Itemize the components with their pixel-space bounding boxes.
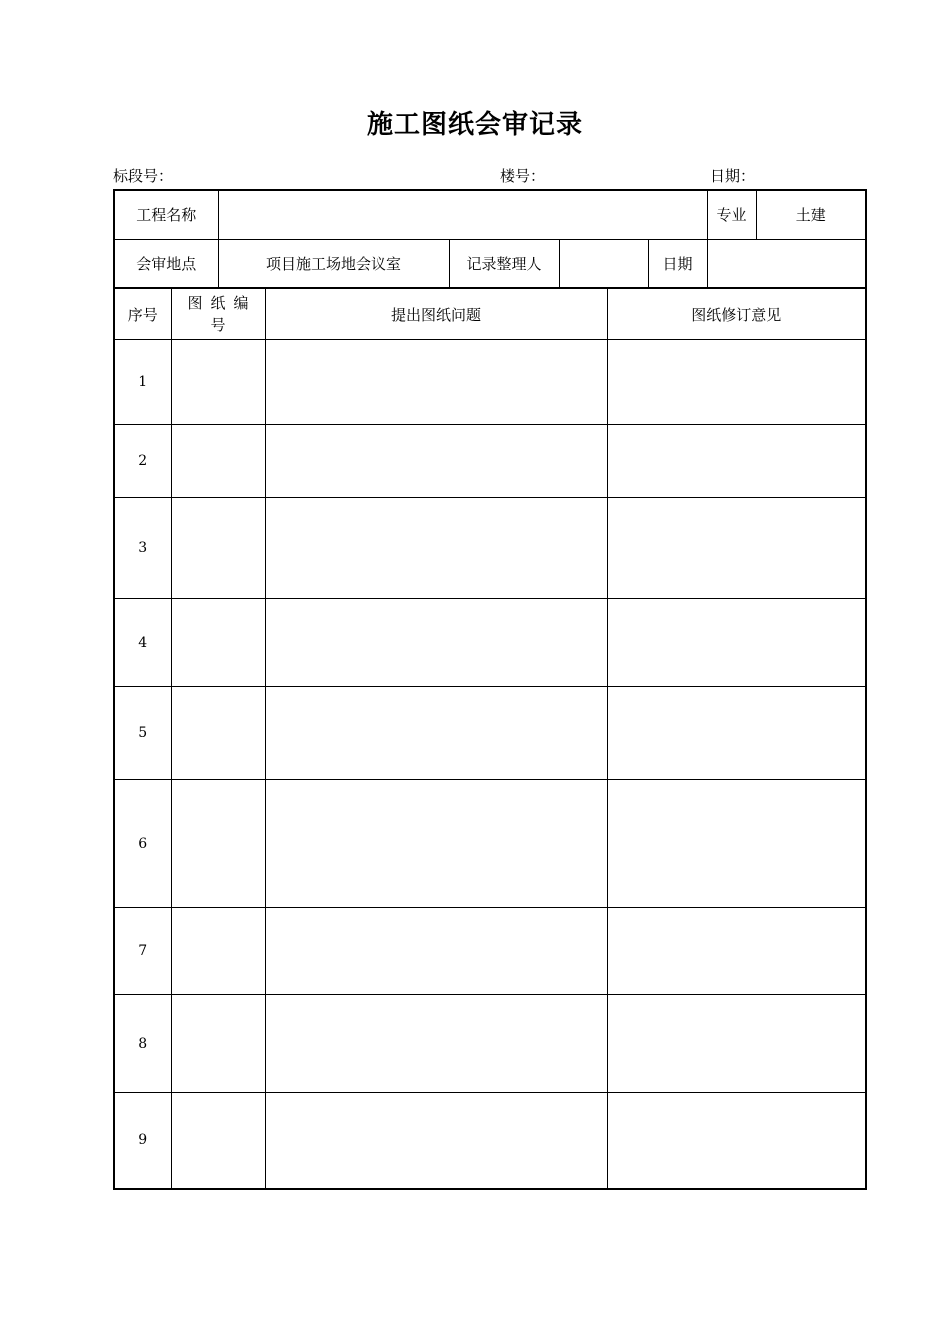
row-drawing-no[interactable] [171, 1093, 265, 1189]
table-row [114, 1093, 866, 1189]
row-revision[interactable] [607, 780, 866, 908]
row-seq: 2 [114, 425, 171, 498]
project-name-field[interactable] [218, 190, 707, 239]
table-header-row [114, 289, 866, 340]
section-number-label: 标段号： [113, 167, 174, 185]
row-seq: 9 [114, 1093, 171, 1189]
table-row [114, 908, 866, 995]
row-issue[interactable] [265, 995, 607, 1093]
row-revision[interactable] [607, 1093, 866, 1189]
row-revision[interactable] [607, 599, 866, 687]
table-row [114, 995, 866, 1093]
row-drawing-no[interactable] [171, 995, 265, 1093]
column-header-seq: 序号 [114, 289, 171, 340]
row-revision[interactable] [607, 425, 866, 498]
row-seq: 7 [114, 908, 171, 995]
row-drawing-no[interactable] [171, 340, 265, 425]
row-issue[interactable] [265, 687, 607, 780]
row-drawing-no[interactable] [171, 425, 265, 498]
table-row [114, 340, 866, 425]
row-drawing-no[interactable] [171, 599, 265, 687]
row-seq: 3 [114, 498, 171, 599]
row-drawing-no[interactable] [171, 780, 265, 908]
specialty-label-cell: 专业 [707, 190, 756, 239]
row-revision[interactable] [607, 340, 866, 425]
column-header-revision: 图纸修订意见 [607, 289, 866, 340]
row-issue[interactable] [265, 498, 607, 599]
row-seq: 1 [114, 340, 171, 425]
row-seq: 4 [114, 599, 171, 687]
table-row [114, 687, 866, 780]
review-records-table [113, 288, 867, 1190]
building-number-label: 楼号： [500, 167, 546, 185]
row-seq: 8 [114, 995, 171, 1093]
table-row [114, 498, 866, 599]
row-issue[interactable] [265, 340, 607, 425]
table-row [114, 599, 866, 687]
row-revision[interactable] [607, 687, 866, 780]
project-name-label: 工程名称 [114, 190, 218, 239]
page-title: 施工图纸会审记录 [366, 110, 583, 140]
header-info-table [113, 189, 867, 289]
date-field-label: 日期 [648, 239, 707, 288]
recorder-label: 记录整理人 [449, 239, 559, 288]
row-drawing-no[interactable] [171, 908, 265, 995]
row-issue[interactable] [265, 599, 607, 687]
row-seq: 5 [114, 687, 171, 780]
specialty-value[interactable]: 土建 [756, 190, 866, 239]
row-issue[interactable] [265, 908, 607, 995]
row-drawing-no[interactable] [171, 687, 265, 780]
row-issue[interactable] [265, 425, 607, 498]
table-row [114, 780, 866, 908]
location-value[interactable]: 项目施工场地会议室 [218, 239, 449, 288]
location-label: 会审地点 [114, 239, 218, 288]
row-issue[interactable] [265, 1093, 607, 1189]
column-header-issue: 提出图纸问题 [265, 289, 607, 340]
column-header-drawing-no: 图纸编号 [171, 289, 265, 340]
row-revision[interactable] [607, 498, 866, 599]
row-issue[interactable] [265, 780, 607, 908]
row-seq: 6 [114, 780, 171, 908]
recorder-field[interactable] [559, 239, 648, 288]
row-drawing-no[interactable] [171, 498, 265, 599]
row-revision[interactable] [607, 908, 866, 995]
table-row [114, 425, 866, 498]
row-revision[interactable] [607, 995, 866, 1093]
date-field[interactable] [707, 239, 866, 288]
date-label: 日期： [710, 167, 756, 185]
